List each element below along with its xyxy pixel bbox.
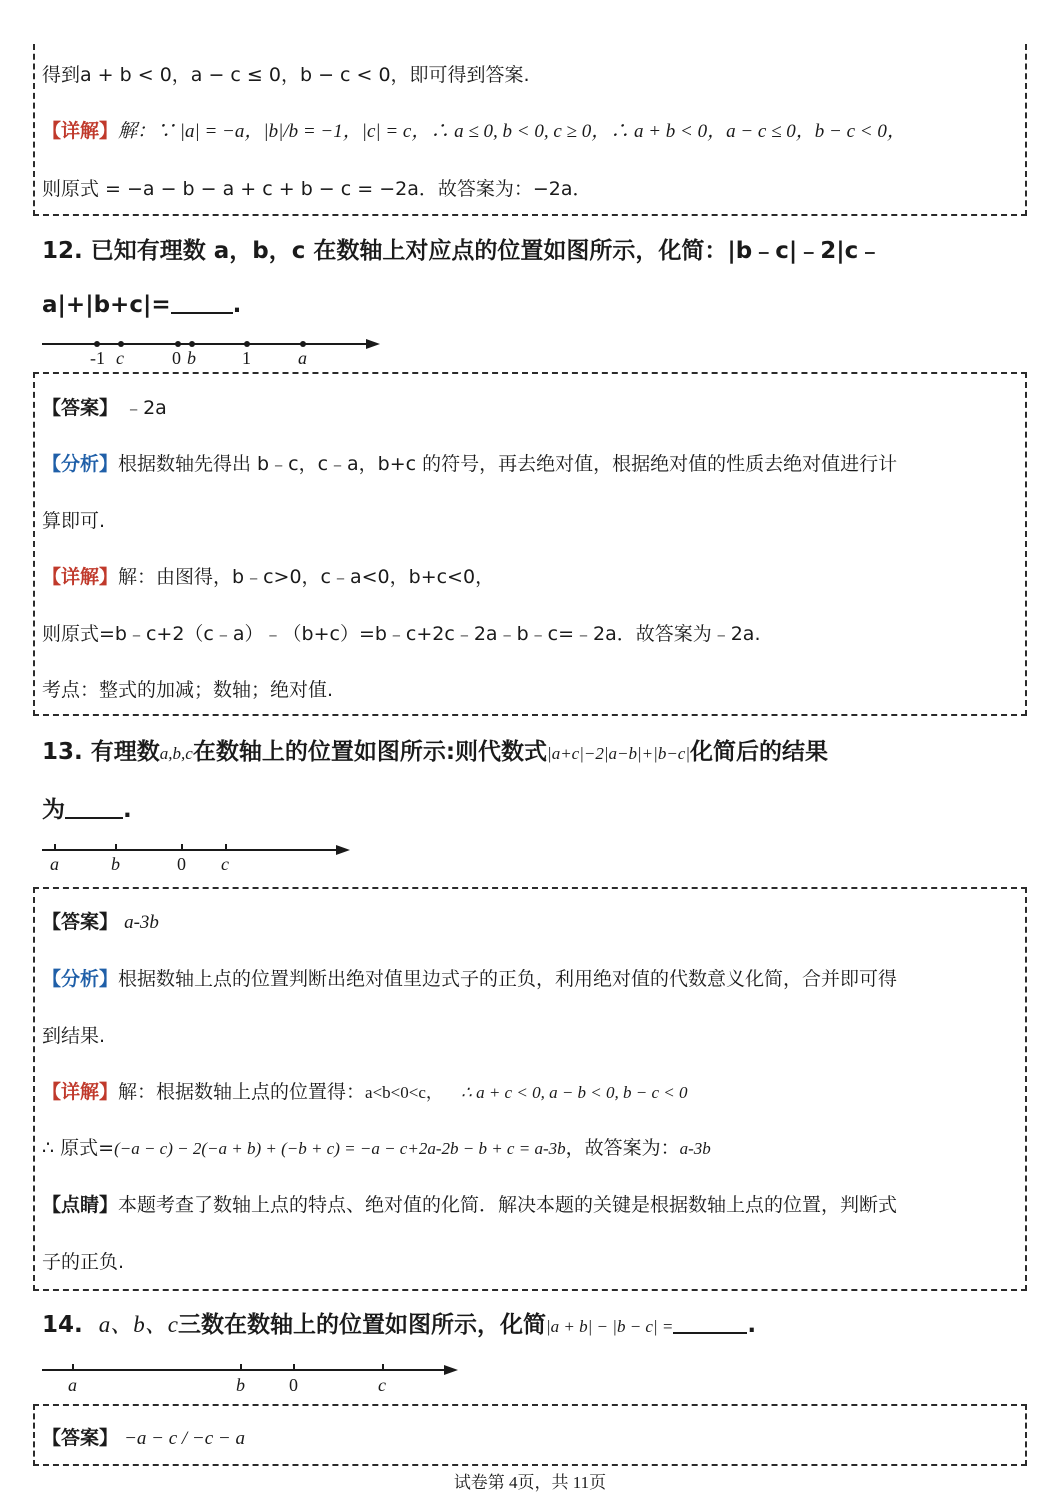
analysis-tag: 【分析】 xyxy=(42,968,119,990)
kaodian-tag: 考点： xyxy=(42,679,100,701)
q14-label-c: c xyxy=(378,1375,386,1395)
q13-question-line-1: 13. 有理数a,b,c在数轴上的位置如图所示:则代数式|a+c|−2|a−b|+|b−c|化简后的结果 xyxy=(42,739,829,765)
q12-kaodian-text: 整式的加减；数轴；绝对值. xyxy=(99,679,334,701)
q12-question-line-2 xyxy=(42,290,241,318)
q12-label-0: 0 xyxy=(172,348,181,368)
q13-answer-blank xyxy=(65,795,123,819)
answer-tag: 【答案】 xyxy=(42,397,119,419)
q12-point-b xyxy=(189,341,195,347)
detail-tag: 【详解】 xyxy=(42,566,119,588)
q13-detail-line-2: ∴ 原式=(−a − c) − 2(−a + b) + (−b + c) = −a − c+2a-2b − b + c = a-3b，故答案为：a-3b xyxy=(42,1137,711,1159)
q13-label-0: 0 xyxy=(177,854,186,874)
q13-analysis-line-2: 到结果. xyxy=(42,1025,106,1047)
q13-detail-line-1: 【详解】解：根据数轴上点的位置得：a<b<0<c， ∴ a + c < 0, a − b < 0, b − c < 0 xyxy=(42,1081,688,1103)
q12-kaodian-line xyxy=(42,675,333,702)
q12-label-b: b xyxy=(187,348,196,368)
q13-question-line-2: 为 . xyxy=(42,797,132,823)
q12-label-1: 1 xyxy=(242,348,251,368)
q12-question-text: a|+|b+c|= xyxy=(42,292,171,318)
q12-number-line xyxy=(40,334,400,374)
q13-number-line xyxy=(40,840,370,880)
q12-answer: ﹣2a xyxy=(124,397,167,419)
answer-tag: 【答案】 xyxy=(42,1427,119,1449)
q12-point-a xyxy=(300,341,306,347)
q14-question-line: 14. a、b、c三数在数轴上的位置如图所示，化简|a + b| − |b − c| = . xyxy=(42,1312,757,1338)
q12-question-line-1: 12. 已知有理数 a，b，c 在数轴上对应点的位置如图所示，化简：|b﹣c|﹣2|c﹣ xyxy=(42,238,882,264)
q12-point-c xyxy=(118,341,124,347)
q12-label-c: c xyxy=(116,348,124,368)
q13-dianjing-text: 本题考查了数轴上点的特点、绝对值的化简．解决本题的关键是根据数轴上点的位置，判断式 xyxy=(118,1194,898,1216)
q13-label-a: a xyxy=(50,854,59,874)
prev-line-2 xyxy=(42,116,906,143)
prev-line-3: 则原式 = −a − b − a + c + b − c = −2a．故答案为：−2a． xyxy=(42,178,592,200)
q13-label-c: c xyxy=(221,854,229,874)
q13-analysis-text: 根据数轴上点的位置判断出绝对值里边式子的正负，利用绝对值的代数意义化简，合并即可得 xyxy=(118,968,898,990)
q12-label-neg1: -1 xyxy=(90,348,105,368)
q12-tick-neg1 xyxy=(94,341,100,347)
q14-label-b: b xyxy=(236,1375,245,1395)
q14-number-line xyxy=(40,1360,480,1400)
dianjing-tag: 【点睛】 xyxy=(42,1194,119,1216)
q12-tick-1 xyxy=(244,341,250,347)
q12-detail-text: 解：由图得，b﹣c>0，c﹣a<0，b+c<0， xyxy=(118,566,495,588)
page-footer: 试卷第 4页，共 11页 xyxy=(453,1473,607,1492)
q12-tick-0 xyxy=(175,341,181,347)
q12-detail-line-2: 则原式=b﹣c+2（c﹣a）﹣（b+c）=b﹣c+2c﹣2a﹣b﹣c=﹣2a．故答案为﹣2a. xyxy=(42,623,761,645)
q12-solution-box xyxy=(33,372,1027,716)
q14-label-0: 0 xyxy=(289,1375,298,1395)
q12-label-a: a xyxy=(298,348,307,368)
q12-analysis-text: 根据数轴先得出 b﹣c，c﹣a，b+c 的符号，再去绝对值，根据绝对值的性质去绝对值进行计 xyxy=(118,453,898,475)
prev-detail-text: 解：∵ |a| = −a，|b|/b = −1，|c| = c，∴ a ≤ 0, b < 0, c ≥ 0，∴ a + b < 0，a − c ≤ 0，b − c < 0， xyxy=(118,121,906,142)
q14-label-a: a xyxy=(68,1375,77,1395)
detail-tag: 【详解】 xyxy=(42,120,119,142)
q14-answer-line xyxy=(42,1423,245,1450)
detail-tag: 【详解】 xyxy=(42,1081,119,1103)
q12-answer-line xyxy=(42,393,167,420)
q12-end-dot: . xyxy=(232,292,242,318)
q13-analysis-line-1 xyxy=(42,964,897,991)
analysis-tag: 【分析】 xyxy=(42,453,119,475)
q13-dianjing-line-1 xyxy=(42,1190,897,1217)
answer-tag: 【答案】 xyxy=(42,911,119,933)
q12-analysis-line-2: 算即可. xyxy=(42,510,106,532)
q13-answer-line xyxy=(42,907,159,934)
q13-answer: a-3b xyxy=(124,912,159,933)
q13-label-b: b xyxy=(111,854,120,874)
prev-line-1: 得到a + b < 0，a − c ≤ 0，b − c < 0，即可得到答案. xyxy=(42,64,530,86)
q14-answer: −a − c / −c − a xyxy=(124,1428,245,1449)
q12-analysis-line-1 xyxy=(42,449,897,476)
q13-dianjing-line-2: 子的正负. xyxy=(42,1251,125,1273)
q14-answer-blank xyxy=(673,1310,747,1334)
q12-detail-line-1 xyxy=(42,562,494,589)
q12-answer-blank xyxy=(171,290,233,314)
